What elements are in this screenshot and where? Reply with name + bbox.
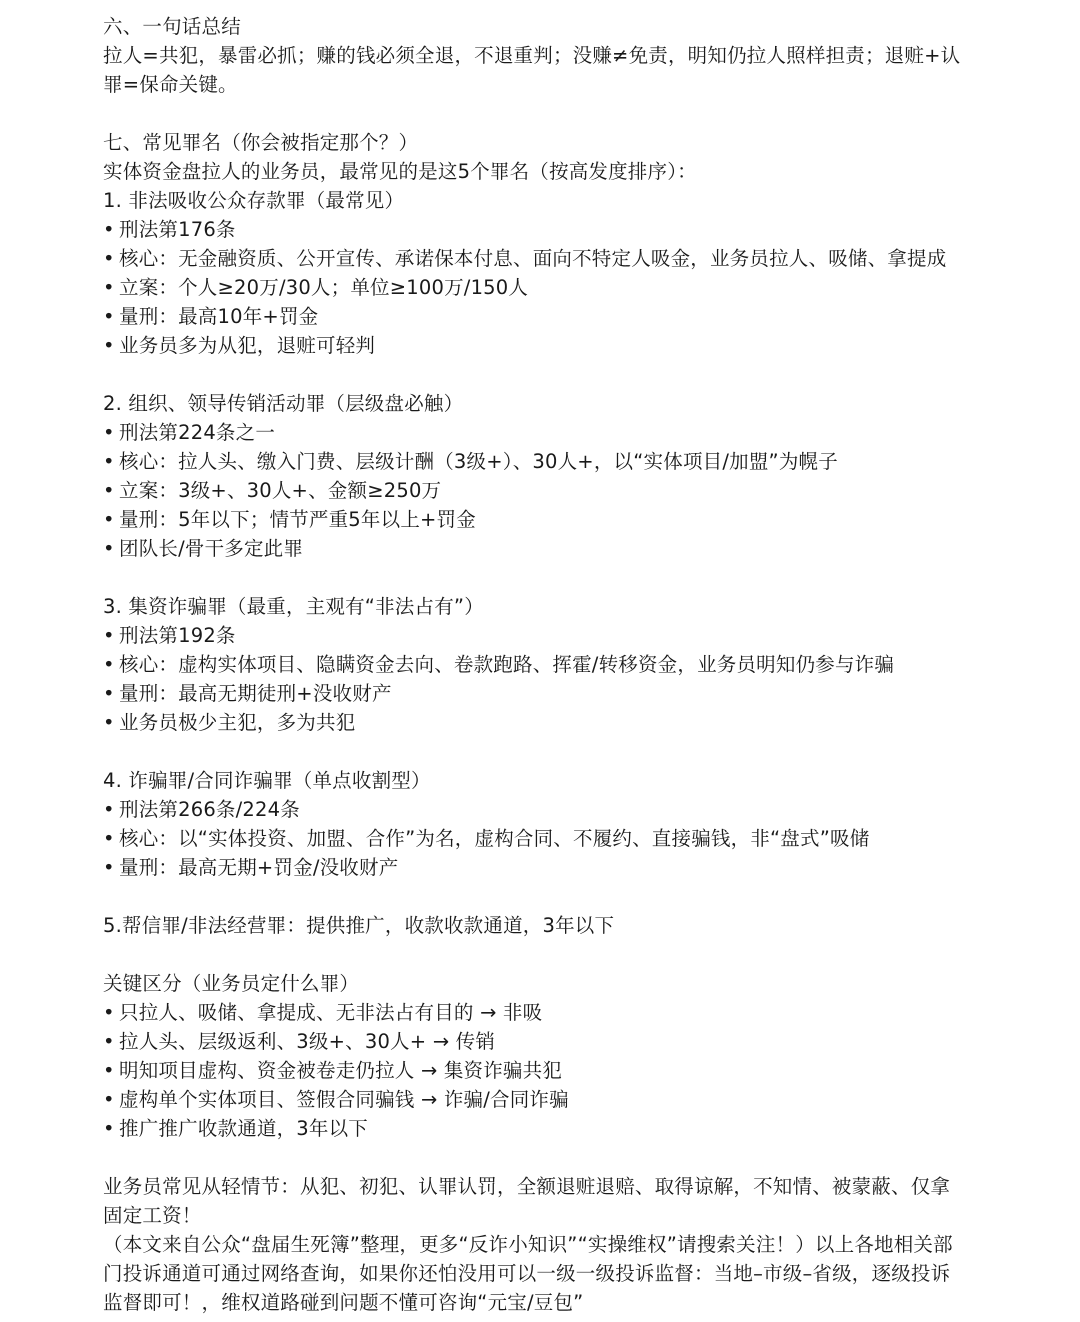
charge-2-title: 2. 组织、领导传销活动罪（层级盘必触） <box>103 392 464 415</box>
list-item-text: 只拉人、吸储、拿提成、无非法占有目的 → 非吸 <box>119 1001 543 1024</box>
bullet-icon: • <box>103 1059 115 1082</box>
bullet-icon: • <box>103 1117 115 1140</box>
bullet-icon: • <box>103 682 115 705</box>
list-item <box>103 273 1080 302</box>
spacer <box>103 940 1080 969</box>
list-item-text: 拉人头、层级返利、3级+、30人+ → 传销 <box>119 1030 496 1053</box>
bullet-icon: • <box>103 1088 115 1111</box>
charges-intro: 实体资金盘拉人的业务员，最常见的是这5个罪名（按高发度排序）： <box>103 160 697 183</box>
list-item-text: 刑法第176条 <box>119 218 236 241</box>
list-item-text: 核心：虚构实体项目、隐瞒资金去向、卷款跑路、挥霍/转移资金，业务员明知仍参与诈骗 <box>119 653 895 676</box>
list-item-text: 刑法第192条 <box>119 624 236 647</box>
list-item <box>103 853 1080 882</box>
list-item <box>103 215 1080 244</box>
list-item-text: 核心：以“实体投资、加盟、合作”为名，虚构合同、不履约、直接骗钱，非“盘式”吸储 <box>119 827 870 850</box>
list-item <box>103 708 1080 737</box>
list-item-text: 推广推广收款通道，3年以下 <box>119 1117 369 1140</box>
list-item-text: 业务员极少主犯，多为共犯 <box>119 711 356 734</box>
bullet-icon: • <box>103 537 115 560</box>
spacer <box>103 1143 1080 1172</box>
list-item <box>103 1085 1080 1114</box>
charge-3-title: 3. 集资诈骗罪（最重，主观有“非法占有”） <box>103 595 484 618</box>
mitigation-line-1: 业务员常见从轻情节：从犯、初犯、认罪认罚，全额退赃退赔、取得谅解，不知情、被蒙蔽、仅拿 <box>103 1175 951 1198</box>
list-item <box>103 795 1080 824</box>
spacer <box>103 882 1080 911</box>
charge-4-title: 4. 诈骗罪/合同诈骗罪（单点收割型） <box>103 769 431 792</box>
list-item <box>103 998 1080 1027</box>
summary-text-line-2: 罪=保命关键。 <box>103 73 238 96</box>
list-item <box>103 1027 1080 1056</box>
list-item-text: 团队长/骨干多定此罪 <box>119 537 304 560</box>
bullet-icon: • <box>103 711 115 734</box>
list-item-text: 明知项目虚构、资金被卷走仍拉人 → 集资诈骗共犯 <box>119 1059 563 1082</box>
list-item-text: 刑法第224条之一 <box>119 421 276 444</box>
bullet-icon: • <box>103 218 115 241</box>
summary-text-line-1: 拉人=共犯，暴雷必抓；赚的钱必须全退，不退重判；没赚≠免责，明知仍拉人照样担责；退赃+认 <box>103 44 961 67</box>
bullet-icon: • <box>103 479 115 502</box>
spacer <box>103 360 1080 389</box>
list-item <box>103 302 1080 331</box>
charge-1-title: 1. 非法吸收公众存款罪（最常见） <box>103 189 405 212</box>
list-item <box>103 244 1080 273</box>
list-item <box>103 824 1080 853</box>
list-item <box>103 650 1080 679</box>
footer-line-2: 门投诉通道可通过网络查询，如果你还怕没用可以一级一级投诉监督：当地–市级–省级，逐级投诉 <box>103 1262 951 1285</box>
list-item <box>103 447 1080 476</box>
list-item <box>103 1114 1080 1143</box>
bullet-icon: • <box>103 798 115 821</box>
bullet-icon: • <box>103 276 115 299</box>
list-item-text: 量刑：最高无期徒刑+没收财产 <box>119 682 392 705</box>
section-heading-summary: 六、一句话总结 <box>103 15 241 38</box>
list-item-text: 虚构单个实体项目、签假合同骗钱 → 诈骗/合同诈骗 <box>119 1088 569 1111</box>
bullet-icon: • <box>103 334 115 357</box>
list-item-text: 量刑：最高10年+罚金 <box>119 305 319 328</box>
list-item-text: 业务员多为从犯，退赃可轻判 <box>119 334 376 357</box>
mitigation-line-2: 固定工资！ <box>103 1204 202 1227</box>
spacer <box>103 563 1080 592</box>
list-item <box>103 621 1080 650</box>
list-item <box>103 679 1080 708</box>
list-item-text: 刑法第266条/224条 <box>119 798 300 821</box>
list-item-text: 核心：拉人头、缴入门费、层级计酬（3级+）、30人+，以“实体项目/加盟”为幌子 <box>119 450 838 473</box>
bullet-icon: • <box>103 450 115 473</box>
spacer <box>103 99 1080 128</box>
distinction-heading: 关键区分（业务员定什么罪） <box>103 972 360 995</box>
list-item <box>103 534 1080 563</box>
spacer <box>103 737 1080 766</box>
footer-line-3: 监督即可！，维权道路碰到问题不懂可咨询“元宝/豆包” <box>103 1291 584 1314</box>
bullet-icon: • <box>103 653 115 676</box>
bullet-icon: • <box>103 827 115 850</box>
bullet-icon: • <box>103 624 115 647</box>
bullet-icon: • <box>103 1030 115 1053</box>
bullet-icon: • <box>103 247 115 270</box>
list-item <box>103 331 1080 360</box>
list-item-text: 量刑：5年以下；情节严重5年以上+罚金 <box>119 508 476 531</box>
list-item <box>103 505 1080 534</box>
bullet-icon: • <box>103 305 115 328</box>
footer-line-1: （本文来自公众“盘届生死簿”整理，更多“反诈小知识”“实操维权”请搜索关注！）以上各地相关部 <box>103 1233 953 1256</box>
bullet-icon: • <box>103 856 115 879</box>
bullet-icon: • <box>103 421 115 444</box>
list-item <box>103 418 1080 447</box>
list-item-text: 量刑：最高无期+罚金/没收财产 <box>119 856 399 879</box>
list-item-text: 立案：个人≥20万/30人；单位≥100万/150人 <box>119 276 529 299</box>
charge-5-title: 5.帮信罪/非法经营罪：提供推广，收款收款通道，3年以下 <box>103 914 615 937</box>
list-item <box>103 1056 1080 1085</box>
list-item-text: 立案：3级+、30人+、金额≥250万 <box>119 479 442 502</box>
section-heading-charges: 七、常见罪名（你会被指定那个？） <box>103 131 419 154</box>
bullet-icon: • <box>103 508 115 531</box>
bullet-icon: • <box>103 1001 115 1024</box>
list-item-text: 核心：无金融资质、公开宣传、承诺保本付息、面向不特定人吸金，业务员拉人、吸储、拿提成 <box>119 247 947 270</box>
list-item <box>103 476 1080 505</box>
